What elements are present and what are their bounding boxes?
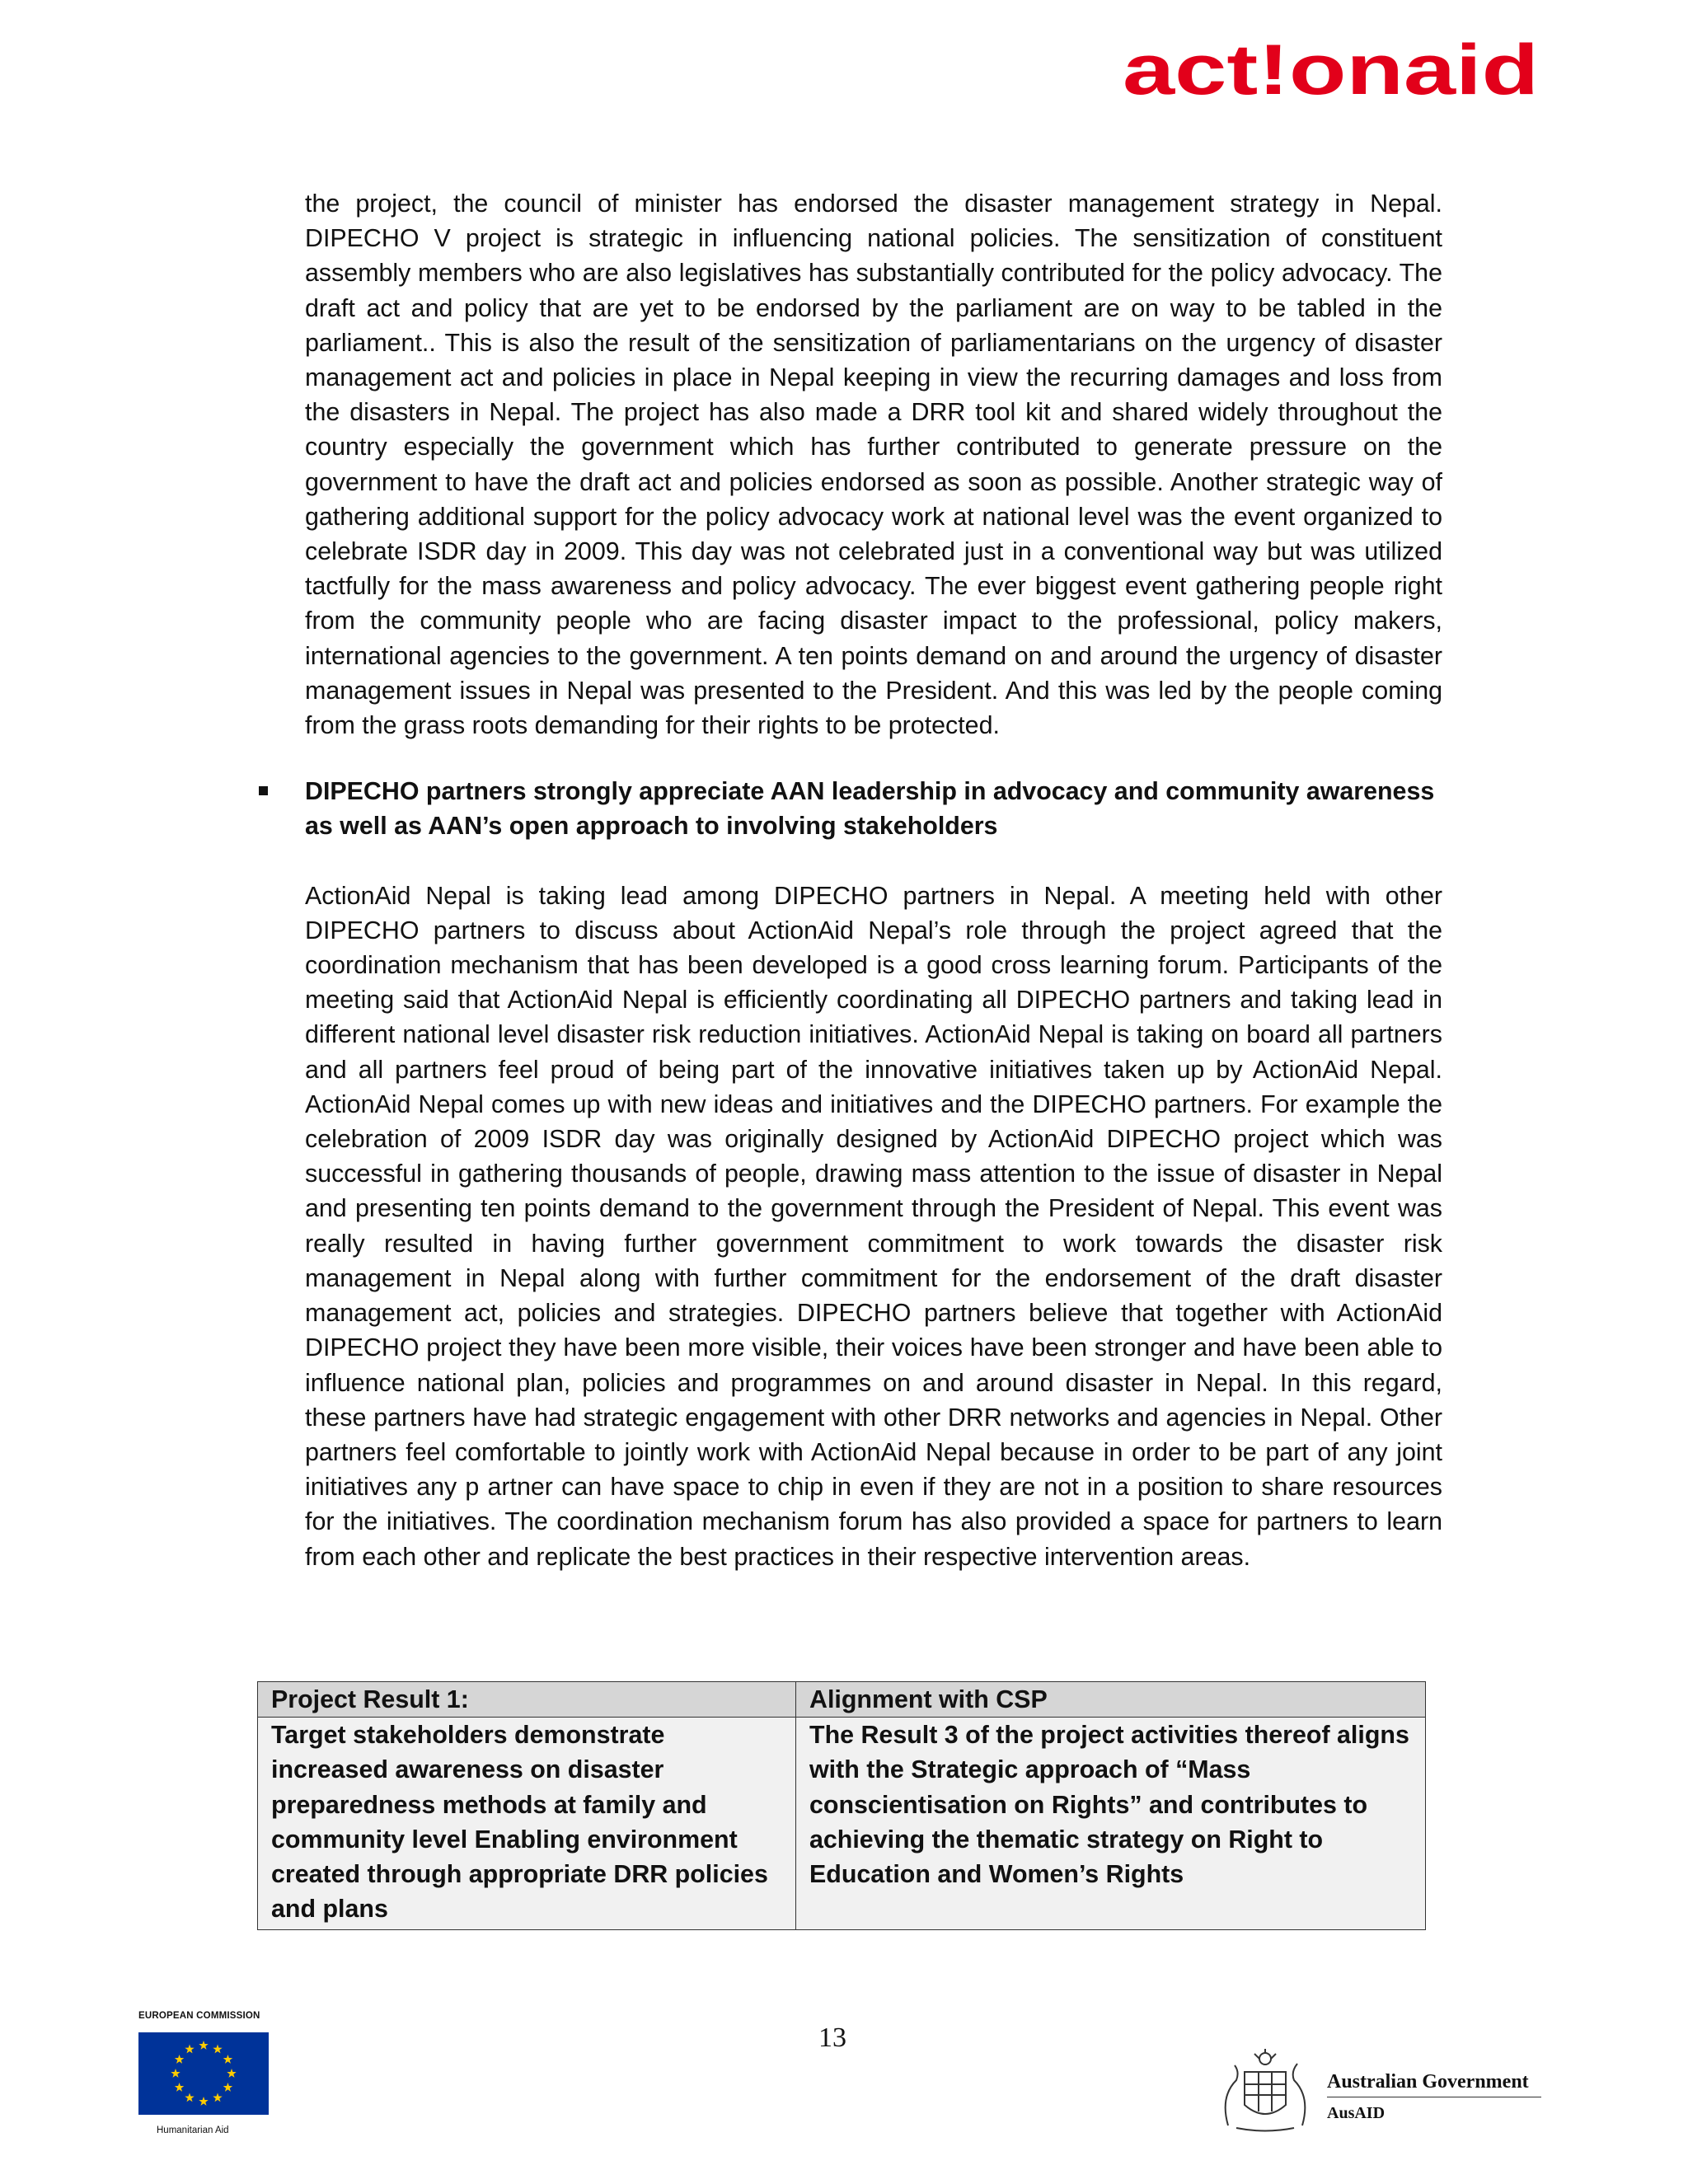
page-number: 13: [818, 2022, 846, 2053]
actionaid-logo-mark: [1123, 40, 1543, 105]
australian-government-text: Australian Government: [1327, 2070, 1541, 2097]
square-bullet-icon: [259, 786, 268, 795]
actionaid-logo: [1123, 40, 1543, 105]
cell-csp-alignment: The Result 3 of the project activities thereof aligns with the Strategic approach of “Mass conscientisation on Rights” and contributes to achieving the thematic strategy on Right to Education and Women’s Rights: [796, 1718, 1426, 1930]
project-result-table: [257, 1681, 1426, 1930]
paragraph-partner-leadership: ActionAid Nepal is taking lead among DIPECHO partners in Nepal. A meeting held with other DIPECHO partners to discuss about ActionAid Nepal’s role through the project agreed that the coordination mechanism that has been developed is a good cross learning forum. Participants of the meeting said that ActionAid Nepal is efficiently coordinating all DIPECHO partners and taking lead in different national level disaster risk reduction initiatives. ActionAid Nepal is taking on board all partners and all partners feel proud of being part of the innovative initiatives taken up by ActionAid Nepal. ActionAid Nepal comes up with new ideas and initiatives and the DIPECHO partners. For example the celebration of 2009 ISDR day was originally designed by ActionAid DIPECHO project which was successful in gathering thousands of people, drawing mass attention to the issue of disaster in Nepal and presenting ten points demand to the government through the President of Nepal. This event was really resulted in having further government commitment to work towards the disaster risk management in Nepal along with further commitment for the endorsement of the draft disaster management act, policies and strategies. DIPECHO partners believe that together with ActionAid DIPECHO project they have been more visible, their voices have been stronger and have been able to influence national plan, policies and programmes on and around disaster in Nepal. In this regard, these partners have had strategic engagement with other DRR networks and agencies in Nepal. Other partners feel comfortable to jointly work with ActionAid Nepal because in order to be part of any joint initiatives any p artner can have space to chip in even if they are not in a position to share resources for the initiatives. The coordination mechanism forum has also provided a space for partners to learn from each other and replicate the best practices in their respective intervention areas.: [305, 881, 1442, 1571]
cell-result-description: Target stakeholders demonstrate increased awareness on disaster preparedness methods at family and community level Enabling environment created through appropriate DRR policies and plans: [258, 1718, 796, 1930]
paragraph-policy-advocacy: the project, the council of minister has endorsed the disaster management strategy in Nepal. DIPECHO V project is strategic in influencing national policies. The sensitization of constituent assembly members who are also legislatives has substantially contributed for the policy advocacy. The draft act and policy that are yet to be endorsed by the parliament are on way to be tabled in the parliament.. This is also the result of the sensitization of parliamentarians on the urgency of disaster management act and policies in place in Nepal keeping in view the recurring damages and loss from the disasters in Nepal. The project has also made a DRR tool kit and shared widely throughout the country especially the government which has further contributed to generate pressure on the government to have the draft act and policies endorsed as soon as possible. Another strategic way of gathering additional support for the policy advocacy work at national level was the event organized to celebrate ISDR day in 2009. This day was not celebrated just in a conventional way but was utilized tactfully for the mass awareness and policy advocacy. The ever biggest event gathering people right from the community people who are facing disaster impact to the professional, policy makers, international agencies to the government. A ten points demand on and around the urgency of disaster management issues in Nepal was presented to the President. And this was led by the people coming from the grass roots demanding for their rights to be protected.: [305, 190, 1442, 740]
header-alignment-csp: Alignment with CSP: [796, 1682, 1426, 1718]
coat-of-arms-icon: [1212, 2047, 1319, 2138]
bullet-heading: DIPECHO partners strongly appreciate AAN leadership in advocacy and community awareness as well as AAN’s open approach to involving stakeholders: [305, 777, 1435, 841]
actionaid-logo-text: act!onaid: [1123, 40, 1539, 105]
table-header-row: [258, 1682, 1426, 1718]
australian-government-logo: [1212, 2047, 1541, 2138]
bullet-item: [305, 774, 1442, 843]
ausaid-text: AusAID: [1327, 2104, 1386, 2122]
european-commission-logo: [138, 2011, 279, 2135]
ec-caption: EUROPEAN COMMISSION: [138, 2011, 260, 2021]
table-row: [258, 1718, 1426, 1930]
aus-text-block: [1327, 2070, 1541, 2123]
header-project-result: Project Result 1:: [258, 1682, 796, 1718]
ec-humanitarian-aid: Humanitarian Aid: [157, 2125, 229, 2135]
report-body: [305, 186, 1442, 1574]
eu-flag-icon: [138, 2032, 269, 2115]
